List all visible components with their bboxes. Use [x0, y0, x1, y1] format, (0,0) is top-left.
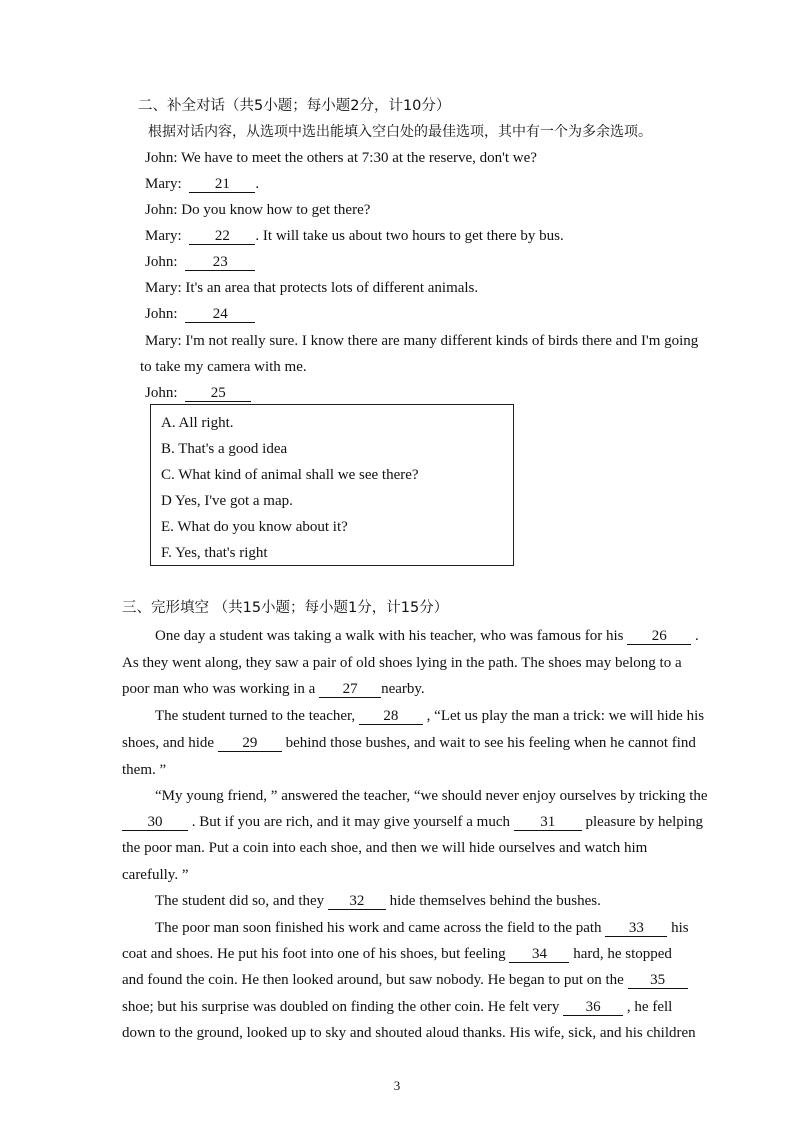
speaker: Mary: [145, 176, 182, 192]
passage-line-3: poor man who was working in a 27 nearby. [122, 681, 425, 697]
passage-line-11: The student did so, and they 32 hide themselves behind the bushes. [155, 893, 601, 909]
passage-line-5: shoes, and hide 29 behind those bushes, and wait to see his feeling when he cannot find [122, 735, 696, 751]
dialogue-line-6: Mary: It's an area that protects lots of different animals. [145, 280, 479, 296]
answer-blank[interactable]: 28 [359, 708, 423, 725]
answer-blank[interactable]: 33 [605, 920, 667, 937]
dialogue-line-4: Mary: 22 . It will take us about two hours to get there by bus. [145, 228, 564, 244]
answer-blank[interactable]: 35 [628, 972, 688, 989]
dialogue-line-7 [145, 304, 255, 324]
dialogue-line-9: to take my camera with me. [140, 359, 307, 375]
passage-line-15: shoe; but his surprise was doubled on finding the other coin. He felt very 36 , he fell [122, 999, 673, 1015]
option-d[interactable]: D Yes, I've got a map. [161, 493, 293, 509]
passage-line-1: One day a student was taking a walk with his teacher, who was famous for his 26 . [155, 628, 699, 644]
dialogue-line-3: John: Do you know how to get there? [145, 202, 371, 218]
answer-blank[interactable]: 31 [514, 814, 582, 831]
answer-blank[interactable]: 23 [185, 254, 255, 271]
answer-blank[interactable]: 27 [319, 681, 381, 698]
section2-title: 二、补全对话（共5小题；每小题2分，计10分） [138, 98, 451, 114]
passage-line-10: carefully. ” [122, 867, 189, 883]
option-a[interactable]: A. All right. [161, 415, 234, 431]
option-e[interactable]: E. What do you know about it? [161, 519, 348, 535]
dialogue-line-2: Mary: 21 . [145, 176, 260, 192]
passage-line-8: 30 . But if you are rich, and it may give yourself a much 31 pleasure by helping [122, 812, 703, 832]
answer-blank[interactable]: 22 [189, 228, 255, 245]
speaker: John: [145, 254, 178, 270]
option-b[interactable]: B. That's a good idea [161, 441, 288, 457]
speaker: Mary: [145, 228, 182, 244]
passage-line-6: them. ” [122, 762, 167, 778]
passage-line-12: The poor man soon finished his work and came across the field to the path 33 his [155, 920, 689, 936]
page-number: 3 [393, 1078, 401, 1093]
answer-blank[interactable]: 34 [509, 946, 569, 963]
options-box [150, 404, 514, 566]
answer-blank[interactable]: 21 [189, 176, 255, 193]
answer-blank[interactable]: 26 [627, 628, 691, 645]
answer-blank[interactable]: 32 [328, 893, 386, 910]
speaker: John: [145, 306, 178, 322]
passage-line-9: the poor man. Put a coin into each shoe, and then we will hide ourselves and watch him [122, 840, 648, 856]
option-c[interactable]: C. What kind of animal shall we see there? [161, 467, 419, 483]
passage-line-13: coat and shoes. He put his foot into one of his shoes, but feeling 34 hard, he stopped [122, 946, 672, 962]
option-f[interactable]: F. Yes, that's right [161, 545, 268, 561]
passage-line-7: “My young friend, ” answered the teacher, “we should never enjoy ourselves by tricking the [155, 788, 708, 804]
answer-blank[interactable]: 25 [185, 385, 251, 402]
answer-blank[interactable]: 24 [185, 306, 255, 323]
answer-blank[interactable]: 29 [218, 735, 282, 752]
dialogue-line-8: Mary: I'm not really sure. I know there are many different kinds of birds there and I'm going [145, 333, 699, 349]
dialogue-line-5 [145, 252, 255, 272]
passage-line-4: The student turned to the teacher, 28 , “Let us play the man a trick: we will hide his [155, 708, 705, 724]
section3-title: 三、完形填空 （共15小题；每小题1分，计15分） [122, 600, 449, 616]
dialogue-line-1: John: We have to meet the others at 7:30 at the reserve, don't we? [145, 150, 537, 166]
answer-blank[interactable]: 36 [563, 999, 623, 1016]
passage-line-14: and found the coin. He then looked around, but saw nobody. He began to put on the 35 [122, 970, 688, 990]
passage-line-2: As they went along, they saw a pair of old shoes lying in the path. The shoes may belong to a [122, 655, 682, 671]
answer-blank[interactable]: 30 [122, 814, 188, 831]
section2-instruction: 根据对话内容，从选项中选出能填入空白处的最佳选项，其中有一个为多余选项。 [148, 124, 652, 140]
passage-line-16: down to the ground, looked up to sky and shouted aloud thanks. His wife, sick, and his children [122, 1025, 696, 1041]
speaker: John: [145, 385, 178, 401]
dialogue-line-10 [145, 383, 251, 403]
